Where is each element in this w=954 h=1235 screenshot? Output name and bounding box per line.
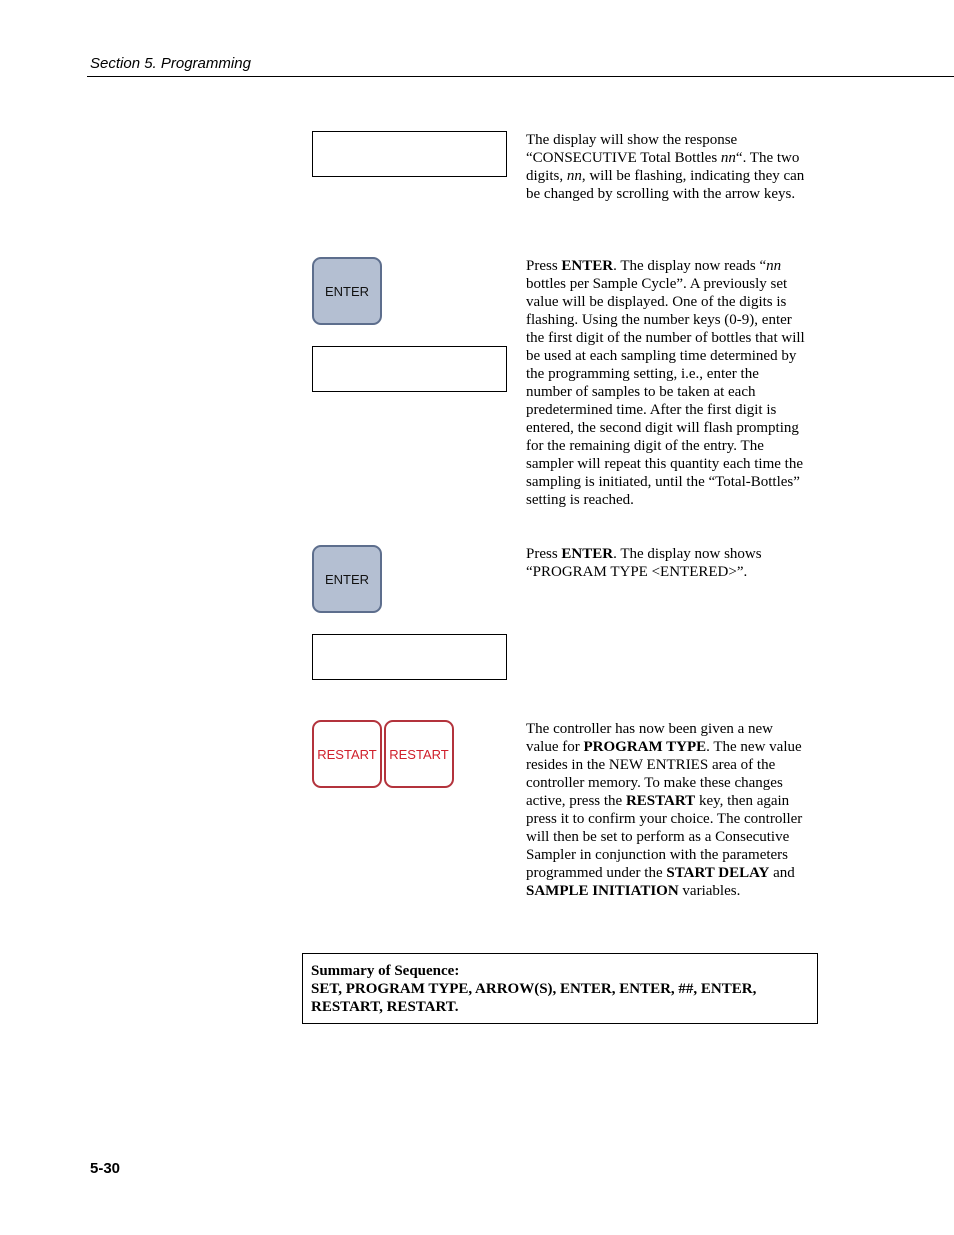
text-run: key, then again press it to confirm your choice. The controller will then be set to perform as a Consecutive Sampler in conjunction with the parameters programmed under the	[526, 793, 803, 881]
summary-box	[302, 953, 818, 1024]
restart-key-2[interactable]: RESTART	[384, 720, 454, 788]
header-rule	[87, 76, 954, 77]
step1-description	[526, 131, 808, 203]
text-run: “. The two digits,	[526, 150, 800, 184]
text-run-italic: nn	[566, 168, 582, 184]
step4-description	[526, 720, 808, 900]
text-run-bold: RESTART	[625, 793, 696, 809]
text-run-italic: nn	[720, 150, 736, 166]
enter-key[interactable]: ENTER	[312, 257, 382, 325]
text-run-bold: ENTER	[561, 546, 614, 562]
restart-key-1[interactable]: RESTART	[312, 720, 382, 788]
page-number: 5-30	[90, 1160, 121, 1177]
text-run-bold: PROGRAM TYPE	[583, 739, 707, 755]
text-run-italic: nn	[766, 258, 782, 274]
lcd-display-bottles-per-cycle	[312, 346, 507, 392]
text-run-bold: START DELAY	[666, 865, 770, 881]
text-run-bold: ENTER	[561, 258, 614, 274]
text-run: bottles per Sample Cycle”. A previously set value will be displayed. One of the digits is flashing. Using the number keys (0-9), enter the first digit of the number of bottles that will be used at each sampling time determined by the programming setting, i.e., enter the number of samples to be taken at each predetermined time. After the first digit is entered, the second digit will flash prompting for the remaining digit of the entry. The sampler will repeat this quantity each time the sampling is initiated, until the “Total-Bottles” setting is reached.	[526, 276, 805, 508]
text-run: Press	[526, 258, 562, 274]
lcd-display-program-type	[312, 634, 507, 680]
text-run: and	[769, 865, 795, 881]
text-run: . The new value resides in the NEW ENTRIES area of the controller memory. To make these changes active, press the	[526, 739, 802, 809]
section-header: Section 5. Programming	[90, 55, 251, 72]
step2-description	[526, 257, 808, 509]
text-run: variables.	[678, 883, 741, 899]
text-run: The controller has now been given a new value for	[526, 721, 773, 755]
lcd-display-consecutive	[312, 131, 507, 177]
text-run: Press	[526, 546, 562, 562]
summary-title: Summary of Sequence:	[311, 963, 460, 979]
text-run: . The display now reads “	[613, 258, 767, 274]
summary-sequence: SET, PROGRAM TYPE, ARROW(S), ENTER, ENTER, ##, ENTER, RESTART, RESTART.	[311, 981, 757, 1015]
text-run: The display will show the response “CONSECUTIVE Total Bottles	[526, 132, 738, 166]
step3-description	[526, 545, 808, 581]
text-run: , will be flashing, indicating they can be changed by scrolling with the arrow keys.	[526, 168, 805, 202]
text-run: . The display now shows “PROGRAM TYPE <ENTERED>”.	[526, 546, 762, 580]
enter-key[interactable]: ENTER	[312, 545, 382, 613]
text-run-bold: SAMPLE INITIATION	[526, 883, 679, 899]
